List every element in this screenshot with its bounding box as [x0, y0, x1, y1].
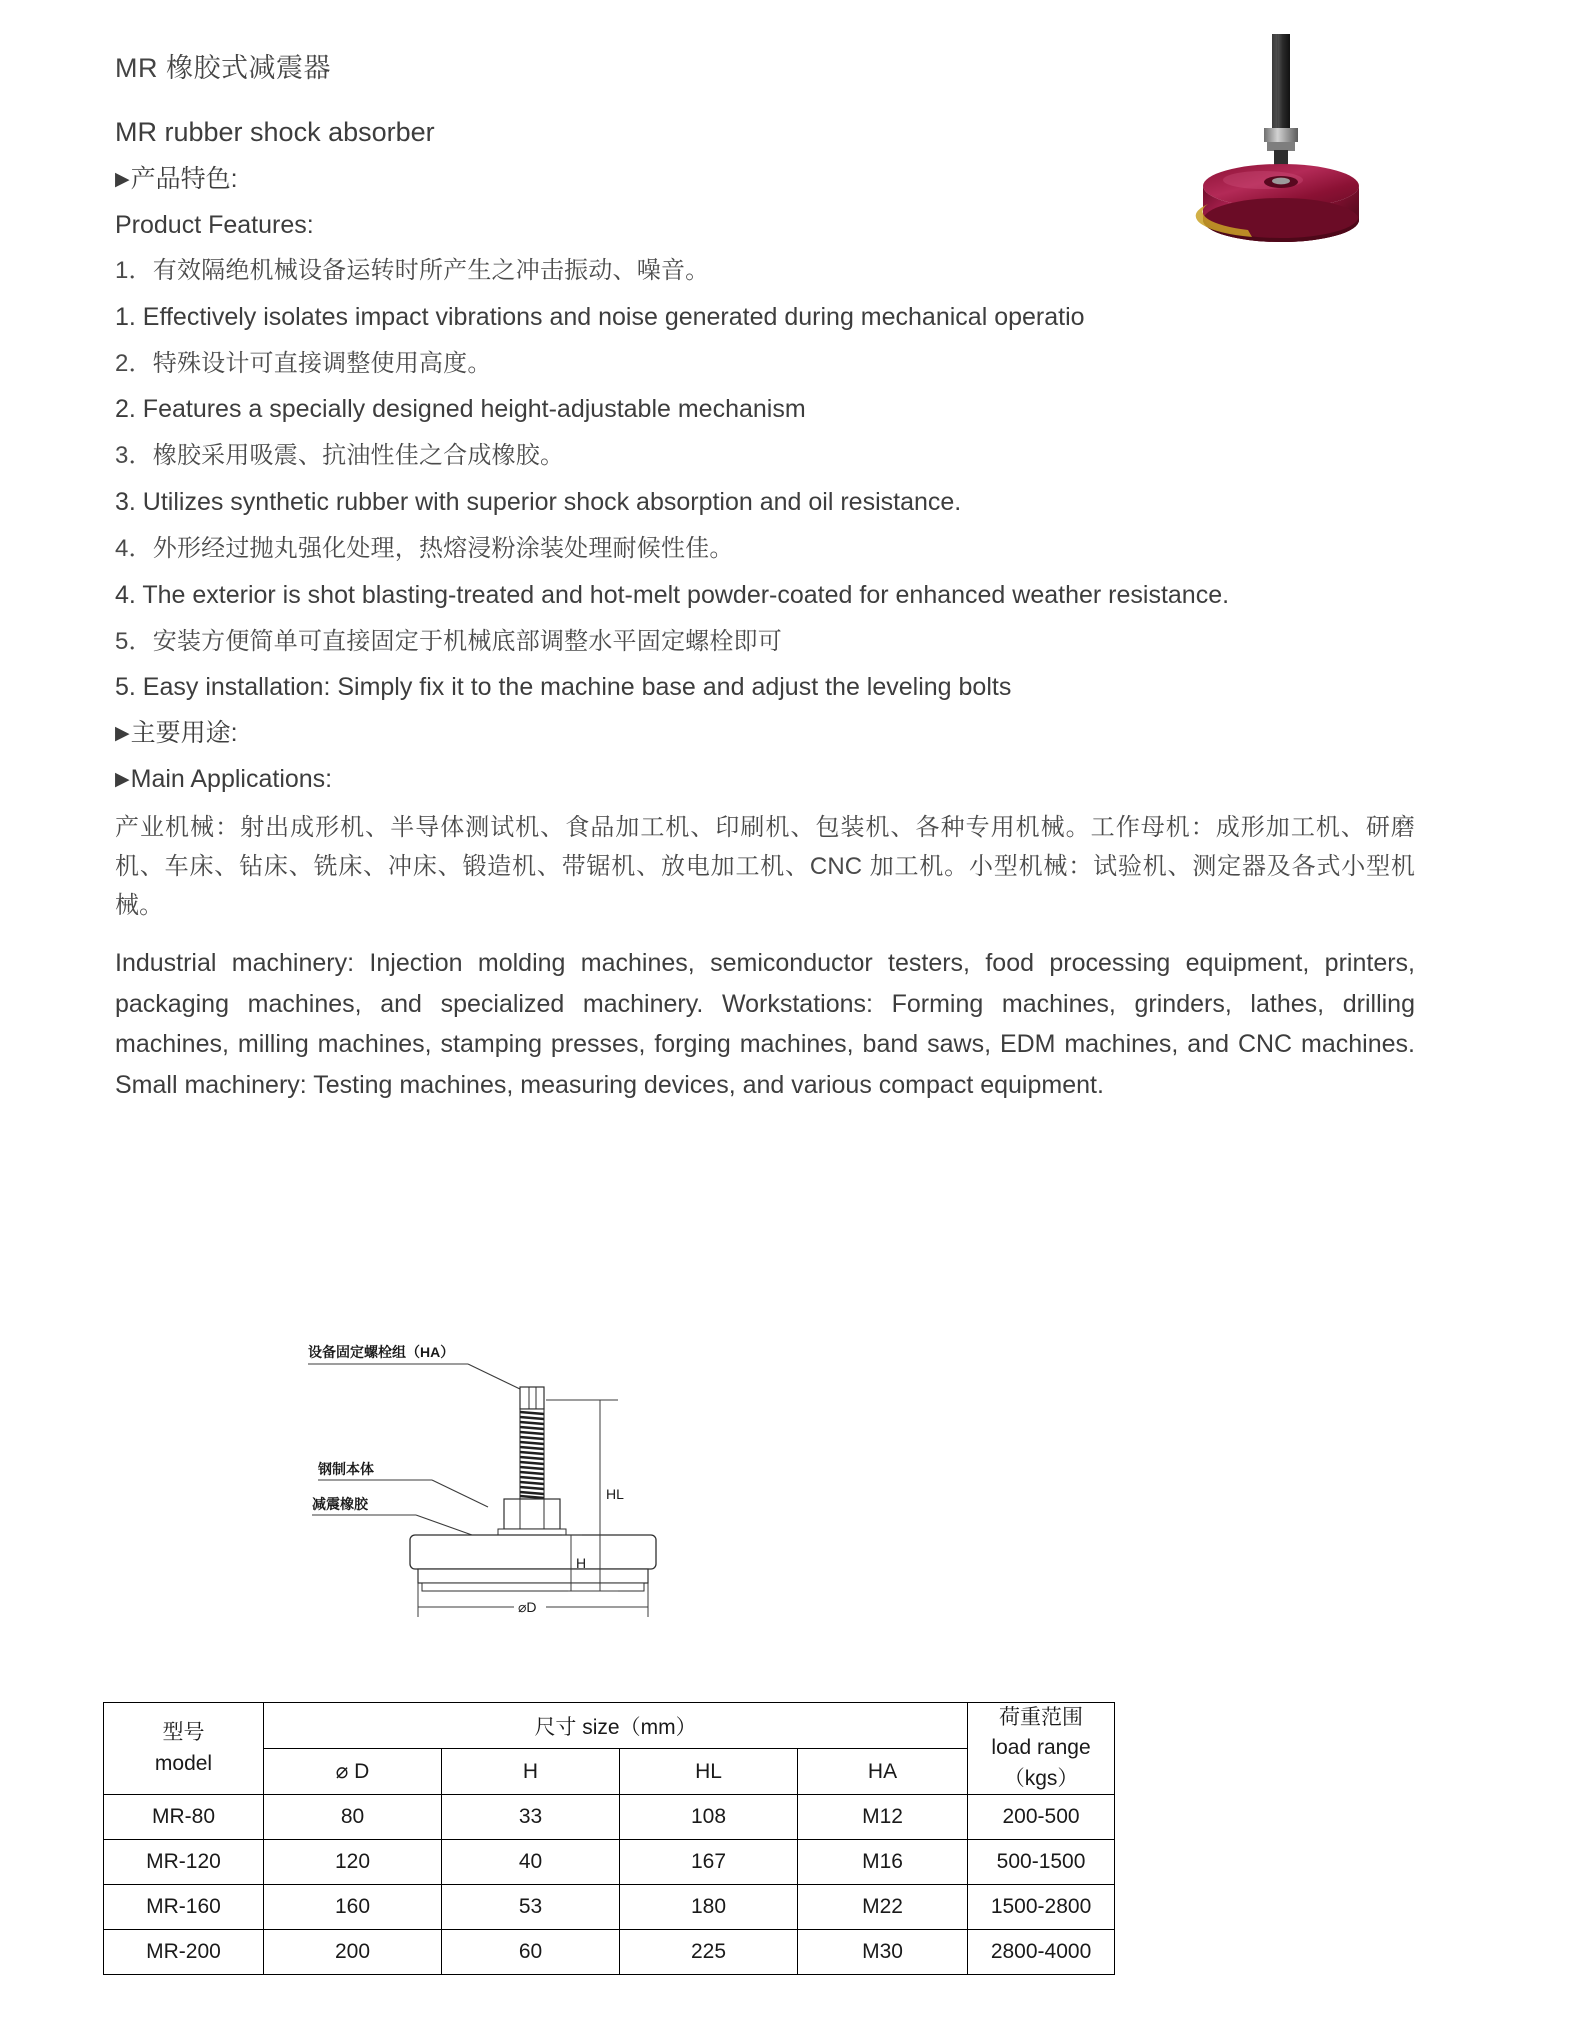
diagram-dimension-h: H	[576, 1555, 587, 1571]
feature-3-english: 3. Utilizes synthetic rubber with superior shock absorption and oil resistance.	[115, 488, 962, 517]
table-row	[104, 1930, 1115, 1975]
feature-2-english: 2. Features a specially designed height-adjustable mechanism	[115, 395, 806, 424]
applications-heading-chinese: ▶主要用途:	[115, 719, 238, 748]
diagram-label-rubber: 减震橡胶	[312, 1496, 368, 1512]
triangle-right-icon: ▶	[115, 723, 130, 745]
table-row	[104, 1885, 1115, 1930]
triangle-right-icon: ▶	[115, 769, 130, 790]
cell-model: MR-160	[104, 1885, 264, 1930]
cell-ha: M22	[798, 1885, 968, 1930]
table-subheader-h: H	[442, 1749, 620, 1795]
table-header-load-range	[968, 1703, 1115, 1795]
table-subheader-d: ⌀ D	[264, 1749, 442, 1795]
specification-table	[103, 1702, 1115, 1975]
drawing-bolt-head	[520, 1387, 544, 1409]
cell-h: 60	[442, 1930, 620, 1975]
feature-2-chinese: 2．特殊设计可直接调整使用高度。	[115, 349, 492, 377]
cell-d: 80	[264, 1795, 442, 1840]
feature-4-english: 4. The exterior is shot blasting-treated and hot-melt powder-coated for enhanced weather resistance.	[115, 580, 1230, 609]
cell-ha: M30	[798, 1930, 968, 1975]
cell-load: 500-1500	[968, 1840, 1115, 1885]
feature-4-chinese: 4．外形经过抛丸强化处理，热熔浸粉涂装处理耐候性佳。	[115, 535, 734, 563]
applications-body-chinese: 产业机械：射出成形机、半导体测试机、食品加工机、印刷机、包装机、各种专用机械。工作母机：成形加工机、研磨机、车床、钻床、铣床、冲床、锻造机、带锯机、放电加工机、CNC 加工机。小型机械：试验机、测定器及各式小型机械。	[115, 813, 1415, 919]
cell-model: MR-80	[104, 1795, 264, 1840]
triangle-right-icon: ▶	[115, 168, 130, 190]
feature-5-english: 5. Easy installation: Simply fix it to the machine base and adjust the leveling bolts	[115, 673, 1012, 702]
leader-line-body	[432, 1480, 488, 1507]
specification-table-container	[103, 1702, 1114, 1975]
diagram-label-bolt: 设备固定螺栓组（HA）	[308, 1344, 455, 1360]
text-content	[115, 52, 1475, 1105]
product-title-english: MR rubber shock absorber	[115, 117, 435, 148]
cell-hl: 180	[620, 1885, 798, 1930]
cell-h: 40	[442, 1840, 620, 1885]
cell-ha: M16	[798, 1840, 968, 1885]
drawing-rubber-base	[422, 1583, 644, 1591]
applications-heading-english: ▶Main Applications:	[115, 765, 333, 793]
feature-1-chinese: 1．有效隔绝机械设备运转时所产生之冲击振动、噪音。	[115, 257, 710, 285]
features-heading-chinese: ▶产品特色:	[115, 164, 238, 193]
table-header-load-en: load range（kgs）	[991, 1736, 1091, 1790]
leader-line-rubber	[416, 1515, 472, 1535]
cell-hl: 225	[620, 1930, 798, 1975]
cell-load: 1500-2800	[968, 1885, 1115, 1930]
table-subheader-hl: HL	[620, 1749, 798, 1795]
technical-drawing	[300, 1335, 860, 1625]
table-row	[104, 1840, 1115, 1885]
cell-ha: M12	[798, 1795, 968, 1840]
feature-1-english: 1. Effectively isolates impact vibrations and noise generated during mechanical operatio	[115, 302, 1085, 331]
cell-d: 160	[264, 1885, 442, 1930]
cell-hl: 167	[620, 1840, 798, 1885]
cell-model: MR-120	[104, 1840, 264, 1885]
feature-3-chinese: 3．橡胶采用吸震、抗油性佳之合成橡胶。	[115, 442, 565, 470]
table-row	[104, 1795, 1115, 1840]
features-heading-english: Product Features:	[115, 210, 314, 239]
table-header-load-cn: 荷重范围	[999, 1706, 1084, 1729]
table-header-model	[104, 1703, 264, 1795]
drawing-hex-nut	[504, 1499, 560, 1529]
applications-body-english: Industrial machinery: Injection molding machines, semiconductor testers, food processing equipment, printers, packaging machines, and specialized machinery. Workstations: Forming machines, grinders, lathes, drilling machines, milling machines, stamping presses, forging machines, band saws, EDM machines, and CNC machines. Small machinery: Testing machines, measuring devices, and various compact equipment.	[115, 949, 1415, 1099]
drawing-steel-body	[410, 1535, 656, 1569]
cell-model: MR-200	[104, 1930, 264, 1975]
cell-hl: 108	[620, 1795, 798, 1840]
cell-d: 120	[264, 1840, 442, 1885]
diagram-label-body: 钢制本体	[318, 1461, 374, 1477]
drawing-threaded-shaft	[520, 1409, 544, 1499]
drawing-rubber-pad	[418, 1569, 648, 1583]
cell-load: 2800-4000	[968, 1930, 1115, 1975]
table-subheader-ha: HA	[798, 1749, 968, 1795]
cell-d: 200	[264, 1930, 442, 1975]
technical-drawing-svg	[300, 1335, 860, 1625]
table-header-model-cn: 型号	[162, 1721, 205, 1745]
leader-line-bolt	[468, 1364, 522, 1390]
cell-h: 53	[442, 1885, 620, 1930]
table-header-row-group	[104, 1703, 1115, 1749]
diagram-dimension-hl: HL	[606, 1486, 624, 1502]
table-header-size-group: 尺寸 size（mm）	[264, 1703, 968, 1749]
cell-h: 33	[442, 1795, 620, 1840]
cell-load: 200-500	[968, 1795, 1115, 1840]
diagram-dimension-d: ⌀D	[518, 1599, 537, 1615]
table-header-model-en: model	[154, 1751, 213, 1775]
feature-5-chinese: 5．安装方便简单可直接固定于机械底部调整水平固定螺栓即可	[115, 627, 782, 655]
drawing-washer	[498, 1529, 566, 1535]
product-title-chinese: MR 橡胶式减震器	[115, 53, 331, 83]
